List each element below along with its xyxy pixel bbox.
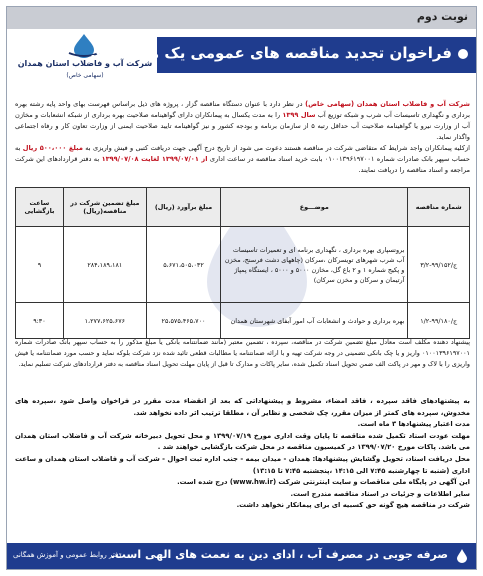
cell-tender-number: ج/۹۹/۱۸۰-۱/۲ xyxy=(408,303,470,339)
round-bar xyxy=(7,7,476,29)
table-header-row xyxy=(16,188,470,227)
guarantee-note: پیشنهاد دهنده مکلف است معادل مبلغ تضمین شرکت در مناقصه، سپرده ، تضمین معتبر (مانند ضمانتنامه بانکی یا مبلغ مذکور را به حساب سپهر بانک صادرات شماره ۰۱۰۰۱۳۹۶۱۹۷۰۰۱ واریز و یا چک بانکی تضمینی در وجه شرکت تهیه و با ارائه ضمانتنامه یا مطالبات قطعی تائید شده نزد شرکت بلوکه نماید و حسب مورد ضمانتنامه یا فیش واریزی را با لاک و مهر در پاکت الف ضمن تحویل اسناد تکمیل شده، سایر پاکات و مدارک تا قبل از پایان مهلت تحویل اسناد مناقصه به دفتر قراردادهای شرکت تسلیم نماید. xyxy=(15,338,470,368)
intro-text-c: ازکلیه پیمانکاران واجد شرایط که متقاضی شرکت در مناقصه هستند دعوت می شود از تاریخ درج آگهی جهت دریافت کتبی و فیش واریزی به xyxy=(82,144,471,152)
cell-tender-number: ج/۹۹/۱۵۲-۳/۲ xyxy=(408,227,470,303)
tender-notice-page xyxy=(6,6,477,570)
tender-table xyxy=(15,187,470,339)
intro-text-d: به حساب سپهر بانک صادرات شماره ۰۱۰۰۱۳۹۶۱۹۷۰۰۱ بابت خرید اسناد مناقصه در ساعت اداری xyxy=(15,144,470,163)
intro-year: سال ۱۳۹۹ xyxy=(282,111,316,119)
table-row xyxy=(16,227,470,303)
terms-item: شرکت در مناقصه هیچ گونه حق کسبیه ای برای پیمانکار نخواهد داشت. xyxy=(236,501,470,510)
document-fee: مبلغ ۵۰۰،۰۰۰ ریال xyxy=(22,144,83,152)
terms-item: مدت اعتبار پیشنهادها ۳ ماه است. xyxy=(357,420,470,429)
intro-text-e: به دفتر قراردادهای این شرکت مراجعه و اسناد مناقصه را دریافت نمایند. xyxy=(15,155,470,174)
header-tender-number: شماره مناقصه xyxy=(408,188,470,227)
cell-opening-time: ۹ xyxy=(16,227,64,303)
cell-opening-time: ۹:۳۰ xyxy=(16,303,64,339)
company-type: (سهامی خاص) xyxy=(66,72,104,79)
round-label: نوبت دوم xyxy=(416,10,468,23)
intro-text-a: در نظر دارد با عنوان دستگاه مناقصه گزار ، پروژه های ذیل براساس فهرست بهای واحد پایه رشته بهره برداری و نگهداری تاسیسات آب شرب و شبکه توزیع آب xyxy=(15,100,470,119)
footer-bar xyxy=(7,543,476,569)
terms-list xyxy=(15,396,470,512)
water-drop-icon xyxy=(456,549,468,563)
intro-company: شرکت آب و فاضلاب استان همدان (سهامی خاص) xyxy=(305,100,470,108)
terms-item: این آگهی در پایگاه ملی مناقصات و سایت اینترنتی شرکت (www.hw.ir) درج شده است. xyxy=(177,478,470,487)
header-estimate: مبلغ برآورد (ریال) xyxy=(146,188,220,227)
cell-subject: بهره برداری و حوادث و انشعابات آب امور آبفای شهرستان همدان xyxy=(221,303,408,339)
footer-slogan: صرفه جویی در مصرف آب ، ادای دین به نعمت های الهی است. xyxy=(110,548,448,561)
terms-item: به پیشنهادهای فاقد سپرده ، فاقد امضاء، مشروط و پیشنهاداتی که بعد از انقضاء مدت مقرر در فراخوان واصل شود ،سپرده های مخدوش، سپرده های کمتر از میزان مقرر، چک شخصی و نظایر آن ، مطلقا ترتیب اثر داده نخواهد شد. xyxy=(15,397,470,417)
cell-guarantee: ۲۸۴،۱۸۹،۱۸۱ xyxy=(63,227,146,303)
public-relations-credit: دفتر روابط عمومی و آموزش همگانی xyxy=(13,551,122,559)
terms-item: سایر اطلاعات و جزئیات در اسناد مناقصه مندرج است. xyxy=(290,489,470,498)
header-subject: موضـــوع xyxy=(221,188,408,227)
title-bullet-icon xyxy=(458,49,468,59)
company-name: شرکت آب و فاضلاب استان همدان xyxy=(17,59,153,68)
intro-text-b: را به مدت یکسال به پیمانکاران دارای گواهینامه صلاحیت بهره برداری از شبکه انشعابات و مخازن آب از وزارت نیرو یا گواهینامه صلاحیت آب حداقل رتبه ۵ از سازمان برنامه و بودجه کشور و نیز گواهینامه تایید صلاحیت ایمنی از وزارت تعاون کار و رفاه اجتماعی واگذار نماید. xyxy=(15,111,470,141)
page-title: فراخوان تجدید مناقصه های عمومی یک مرحله ای xyxy=(90,44,452,62)
cell-estimate: ۲۵،۵۷۵،۴۶۵،۷۰۰ xyxy=(146,303,220,339)
tender-table-wrapper xyxy=(15,187,470,339)
cell-subject: بروتسپاری بهره برداری ، نگهداری برنامه ای و تعمیرات تاسیسات آب شرب شهرهای تویسرکان ،سرکان (چاههای دشت فرسنج، مخزن و پکیج شماره ۱ و ۲ باغ گل، مخازن ۵۰۰۰ و ۵۰۰۰ ، ایستگاه پمپاژ آرتیمان و سرکان و مخزن سرکان) xyxy=(221,227,408,303)
terms-item: محل دریافت اسناد، تحویل وگشایش پیشنهادها: همدان - میدان بیمه - جنب اداره ثبت احوال - شرکت آب و فاضلاب استان همدان و ساعت اداری (شنبه تا چهارشنبه ۷:۴۵ الی ۱۴:۱۵ ،پنجشنبه ۷:۴۵ تا ۱۳:۱۵) xyxy=(15,454,470,475)
terms-item: مهلت عودت اسناد تکمیل شده مناقصه تا پایان وقت اداری مورخ ۱۳۹۹/۰۷/۱۹ و محل تحویل دبیرخانه شرکت آب و فاضلاب استان همدان می باشد. پاکات مورخ ۱۳۹۹/۰۷/۲۰ در کمیسیون مناقصه در محل شرکت بازگشایی خواهند شد . xyxy=(15,431,470,452)
cell-guarantee: ۱،۲۷۷،۶۲۵،۶۷۶ xyxy=(63,303,146,339)
document-dates: از ۱۳۹۹/۰۷/۰۱ لغایت ۱۳۹۹/۰۷/۰۸ xyxy=(101,155,208,163)
table-row xyxy=(16,303,470,339)
intro-paragraph xyxy=(15,99,470,176)
title-bar xyxy=(90,37,476,73)
header-opening-time: ساعت بازگشایی xyxy=(16,188,64,227)
cell-estimate: ۵،۶۷۱،۵۰۵،۰۳۲ xyxy=(146,227,220,303)
header-guarantee: مبلغ تضمین شرکت در مناقصه(ریال) xyxy=(63,188,146,227)
